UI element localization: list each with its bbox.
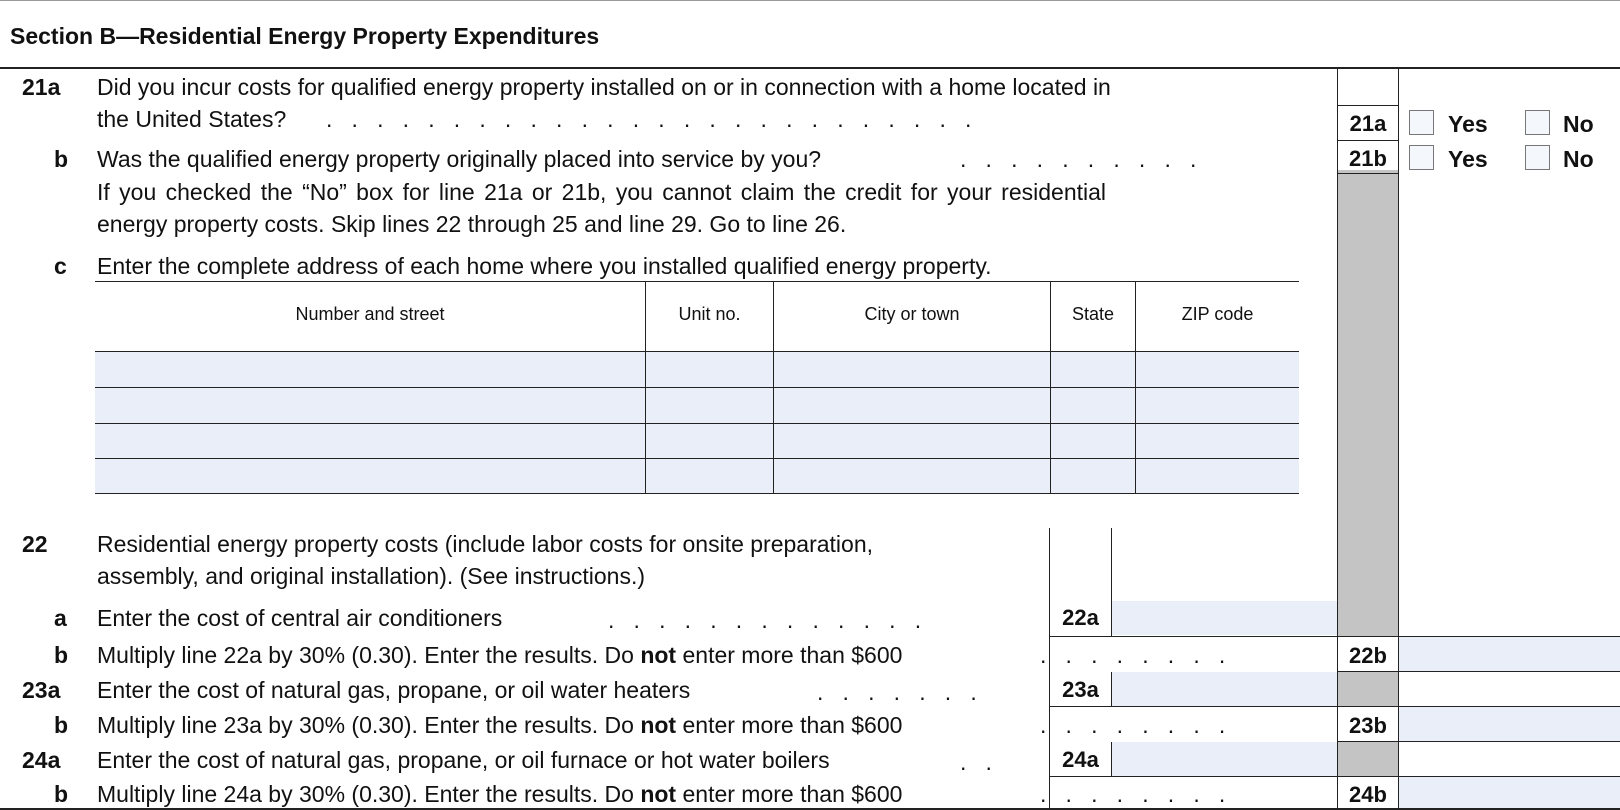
line-24b-label: 24b (1349, 782, 1387, 807)
box-21a-top (1337, 105, 1398, 106)
line-21b-number: b (54, 146, 69, 172)
top-rule (0, 0, 1620, 1)
line-21a-text-cont: the United States? (97, 106, 287, 132)
column-header-unit: Unit no. (678, 304, 741, 324)
leader-dots: . . . . . . . . . . (960, 146, 1197, 172)
line-23a-text: Enter the cost of natural gas, propane, or oil water heaters (97, 677, 691, 703)
line-24a-text: Enter the cost of natural gas, propane, or oil furnace or hot water boilers (97, 747, 830, 773)
column-divider (1135, 281, 1136, 493)
line-24a-label: 24a (1062, 747, 1099, 772)
column-divider (773, 281, 774, 493)
line-21c-number: c (54, 253, 67, 279)
line-21b-text: Was the qualified energy property originally placed into service by you? (97, 146, 822, 172)
line-22b-number: b (54, 642, 69, 668)
box-21b-bottom (1337, 173, 1398, 174)
line-24a-number: 24a (22, 747, 61, 773)
line-21a-number: 21a (22, 74, 61, 100)
line-21b-label: 21b (1349, 146, 1387, 171)
line-24a-amount-field[interactable] (1112, 742, 1337, 776)
shaded-column (1338, 170, 1398, 636)
line-22-text-cont: assembly, and original installation). (See instructions.) (97, 563, 645, 589)
line-23b-number: b (54, 712, 69, 738)
line-21a-text: Did you incur costs for qualified energy property installed on or in connection with a home located in (97, 74, 1111, 100)
shaded-cell (1338, 742, 1398, 776)
line-21b-yes-checkbox[interactable] (1409, 145, 1434, 170)
table-header-rule (95, 351, 1299, 352)
section-title: Section B—Residential Energy Property Expenditures (10, 23, 600, 49)
line-21a-no-checkbox[interactable] (1525, 110, 1550, 135)
leader-dots: . . . . . . . . . . . . . (608, 607, 922, 633)
box-21a-bottom (1337, 140, 1398, 141)
line-21b-note-cont: energy property costs. Skip lines 22 through 25 and line 29. Go to line 26. (97, 211, 847, 237)
line-24b-amount-field[interactable] (1399, 777, 1620, 808)
line-24b-number: b (54, 781, 69, 807)
line-21c-text: Enter the complete address of each home where you installed qualified energy property. (97, 253, 992, 279)
table-row[interactable] (95, 493, 1299, 494)
leader-dots: . . . . . . . (817, 679, 977, 705)
column-header-state: State (1071, 304, 1115, 324)
leader-dots: . . . . . . . . (1040, 712, 1226, 738)
table-row[interactable] (95, 387, 1299, 388)
line-23b-text: Multiply line 23a by 30% (0.30). Enter the results. Do not enter more than $600 (97, 712, 903, 738)
leader-dots: . . . . . . . . . . . . . . . . . . . . . . . . . . (326, 106, 972, 132)
line-21a-label: 21a (1349, 111, 1387, 136)
line-21a-no-label: No (1563, 111, 1594, 137)
line-21b-note: If you checked the “No” box for line 21a or 21b, you cannot claim the credit for your residential (97, 179, 1107, 205)
column-divider (1050, 281, 1051, 493)
line-22a-amount-field[interactable] (1112, 601, 1337, 635)
line-22a-label: 22a (1062, 605, 1099, 630)
leader-dots: . . (960, 749, 992, 775)
table-row[interactable] (95, 423, 1299, 424)
column-header-number-street: Number and street (295, 304, 445, 324)
line-23a-label: 23a (1062, 677, 1099, 702)
line-22-text: Residential energy property costs (include labor costs for onsite preparation, (97, 531, 874, 557)
table-top-rule (95, 281, 1299, 282)
line-22a-number: a (54, 605, 67, 631)
amount-col-border (1398, 67, 1399, 810)
column-divider (645, 281, 646, 493)
table-row[interactable] (95, 458, 1299, 459)
line-21b-no-label: No (1563, 146, 1594, 172)
section-rule (0, 67, 1620, 69)
line-24b-text: Multiply line 24a by 30% (0.30). Enter the results. Do not enter more than $600 (97, 781, 903, 807)
line-23a-number: 23a (22, 677, 61, 703)
line-21b-yes-label: Yes (1448, 146, 1488, 172)
line-22b-text: Multiply line 22a by 30% (0.30). Enter the results. Do not enter more than $600 (97, 642, 903, 668)
line-22b-amount-field[interactable] (1399, 637, 1620, 671)
line-23a-amount-field[interactable] (1112, 672, 1337, 706)
line-22b-label: 22b (1349, 643, 1387, 668)
line-22a-text: Enter the cost of central air conditioners (97, 605, 503, 631)
line-21a-yes-checkbox[interactable] (1409, 110, 1434, 135)
column-header-zip: ZIP code (1181, 304, 1254, 324)
shaded-cell (1338, 672, 1398, 706)
line-23b-label: 23b (1349, 713, 1387, 738)
leader-dots: . . . . . . . . (1040, 642, 1226, 668)
leader-dots: . . . . . . . . (1040, 781, 1226, 807)
line-23b-amount-field[interactable] (1399, 707, 1620, 741)
line-21b-no-checkbox[interactable] (1525, 145, 1550, 170)
line-21a-yes-label: Yes (1448, 111, 1488, 137)
line-22-number: 22 (22, 531, 48, 557)
column-header-city: City or town (864, 304, 960, 324)
